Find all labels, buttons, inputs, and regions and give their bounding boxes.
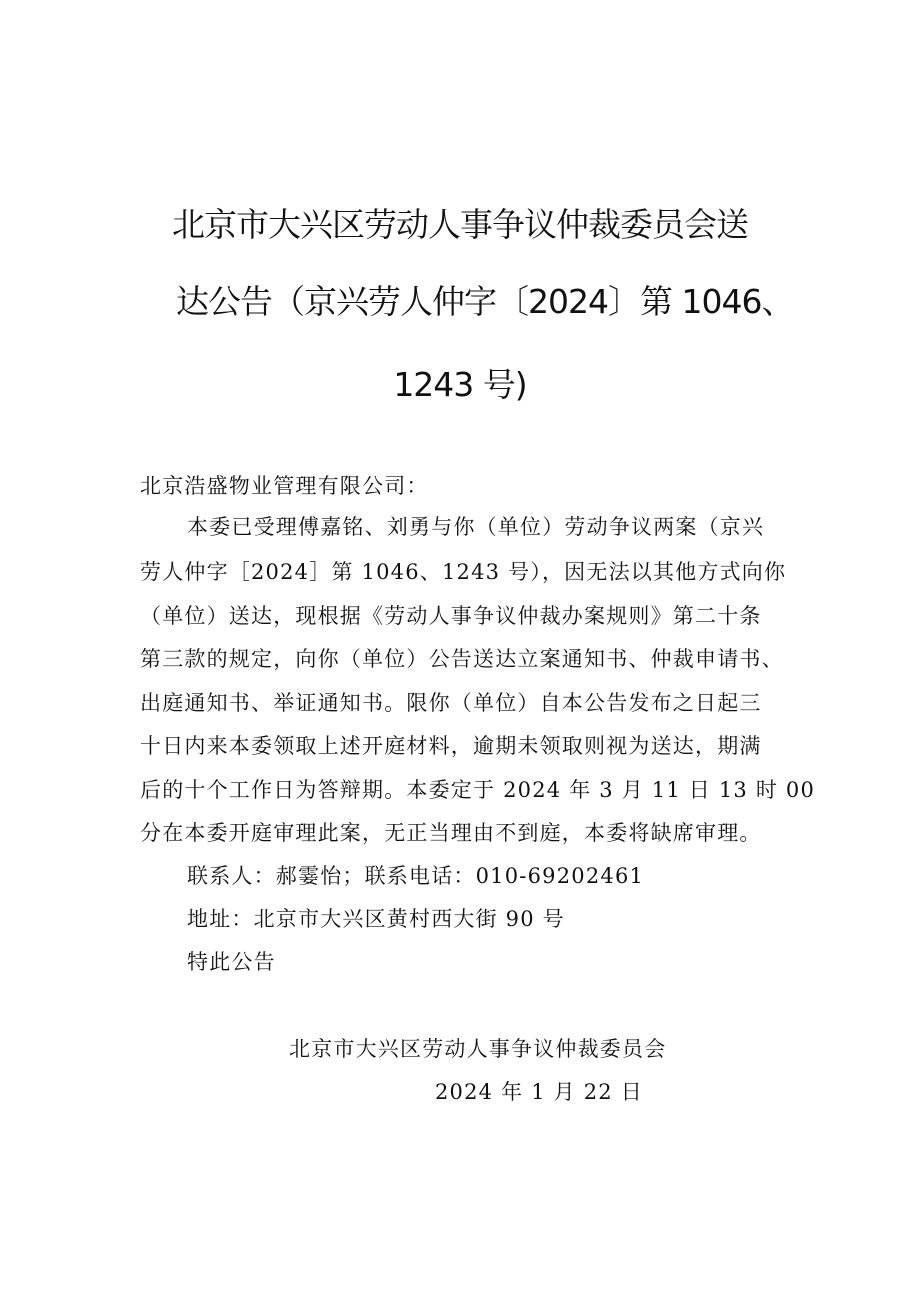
addressee: 北京浩盛物业管理有限公司： xyxy=(140,474,429,498)
body-line-3: （单位）送达，现根据《劳动人事争议仲裁办案规则》第二十条 xyxy=(140,604,762,628)
contact-info: 联系人：郝霎怡；联系电话：010-69202461 xyxy=(187,864,645,888)
body-line-7: 后的十个工作日为答辩期。本委定于 2024 年 3 月 11 日 13 时 00 xyxy=(140,778,816,802)
body-line-1: 本委已受理傅嘉铭、刘勇与你（单位）劳动争议两案（京兴 xyxy=(187,515,765,539)
closing-text: 特此公告 xyxy=(187,950,276,974)
notice-title-line-1: 北京市大兴区劳动人事争议仲裁委员会送 xyxy=(172,205,748,244)
body-line-2: 劳人仲字［2024］第 1046、1243 号），因无法以其他方式向你 xyxy=(140,560,787,584)
body-line-6: 十日内来本委领取上述开庭材料，逾期未领取则视为送达，期满 xyxy=(140,734,762,758)
signature-date: 2024 年 1 月 22 日 xyxy=(435,1080,643,1104)
notice-title-line-3: 1243 号) xyxy=(393,365,527,404)
body-line-5: 出庭通知书、举证通知书。限你（单位）自本公告发布之日起三 xyxy=(140,691,762,715)
signature-organization: 北京市大兴区劳动人事争议仲裁委员会 xyxy=(289,1037,667,1061)
notice-title-line-2: 达公告（京兴劳人仲字〔2024〕第 1046、 xyxy=(176,282,794,321)
address-info: 地址：北京市大兴区黄村西大街 90 号 xyxy=(187,907,565,931)
body-line-8: 分在本委开庭审理此案，无正当理由不到庭，本委将缺席审理。 xyxy=(140,821,762,845)
body-line-4: 第三款的规定，向你（单位）公告送达立案通知书、仲裁申请书、 xyxy=(140,647,784,671)
